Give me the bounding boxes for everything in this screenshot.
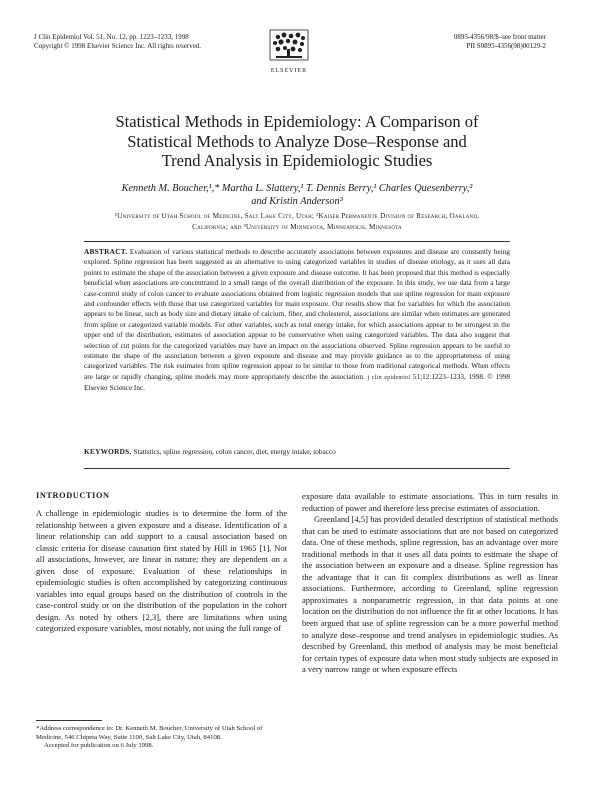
title-line-2: Statistical Methods to Analyze Dose–Response and — [127, 131, 467, 151]
intro-paragraph-1-continued: exposure data available to estimate associations. This in turn results in reduction of power and therefore less precise estimates of association. — [302, 491, 558, 513]
title-line-3: Trend Analysis in Epidemiologic Studies — [161, 151, 433, 170]
keywords-text: Statistics, spline regression, colon cancer, diet, energy intake, tobacco — [131, 448, 336, 456]
author-list — [40, 182, 554, 208]
abstract-bottom-rule — [84, 468, 510, 469]
affiliations-line-1: ¹University of Utah School of Medicine, Salt Lake City, Utah; ²Kaiser Permanente Division of Research, Oakland, — [114, 212, 480, 220]
correspondence-note: *Address correspondence to: Dr. Kenneth M. Boucher, University of Utah School of Medicine, 546 Chipeta Way, Suite 1100, Salt Lake City, Utah, 84108. — [36, 725, 263, 741]
keywords — [84, 447, 510, 457]
affiliations-line-2: California; and ³University of Minnesota, Minneapolis, Minnesota — [192, 223, 402, 231]
intro-paragraph-1: A challenge in epidemiologic studies is to determine the form of the relationship between a given exposure and a disease. Identification of a linear relationship can add support to a causal association based on classic criteria for disease causation first stated by Hill in 1965 [1]. Not all associations, however, are linear in nature; they are dependent on a given dose of exposure. Evaluation of these relationships in epidemiologic studies is often accomplished by categorizing continuous variables into equal groups based on the distribution of controls in the case-control study or on the distribution of the population in the cohort design. As noted by others [2,3], there are limitations when using categorized exposure variables, most notably, not using the full range of — [36, 508, 287, 634]
publisher-logo-text: ELSEVIER — [270, 68, 308, 74]
pii-line: PII S0895-4356(98)00129-2 — [466, 42, 546, 50]
abstract-citation-rest: 51;12:1223–1233, 1998. © 1998 Elsevier Science Inc. — [84, 372, 511, 393]
issn-header — [454, 33, 546, 51]
issn-line: 0895-4356/98/$–see front matter — [453, 33, 546, 41]
abstract-top-rule — [84, 241, 510, 242]
right-column-body — [302, 491, 558, 676]
authors-line-2: and Kristin Anderson³ — [251, 196, 343, 207]
abstract — [84, 247, 510, 394]
copyright-line: Copyright © 1998 Elsevier Science Inc. All rights reserved. — [34, 42, 202, 50]
journal-citation-header — [34, 33, 201, 51]
footnote-rule — [36, 720, 102, 721]
left-column-body — [36, 508, 287, 635]
elsevier-tree-emblem-icon — [264, 29, 314, 67]
abstract-text: Evaluation of various statistical methods to describe accurately associations between exposures and disease are constantly being explored. Spline regression has been suggested as an alternative to using categorized variables in studies of disease etiology, as it uses all data points to estimate the shape of the association between a given exposure and disease outcome. It has been proposed that this method is especially beneficial when associations are concentrated in a small range of the overall distribution of the exposure. In this study, we use data from a large case-control study of colon cancer to evaluate associations obtained from logistic regression models that use spline regression for main exposure and confounder effects with those that use categorized variables for main exposure. Our results show that for variables for which the association appears to be linear, such as body size and dietary intake of calcium, fiber, and cholesterol, associations are similar when estimates are generated from spline or categorized variable models. For other variables, such as total energy intake, for which associations appear to be strongest in the upper end of the distribution, estimates of association appear to be conservative when using categorized variables. The data also suggest that selection of cut points for the categorized variables may have an impact on the associations observed. Spline regression appears to be useful to estimate the shape of the association between a given exposure and disease and may provide guidance as to the appropriateness of using categorized variables. The risk estimates from spline regression appear to be similar to those from traditional categorical methods. When effects are large or rapidly changing, spline models may more appropriately describe the association. — [84, 248, 510, 381]
intro-paragraph-2: Greenland [4,5] has provided detailed description of statistical methods that can be used to estimate associations that are not based on categorized data. One of these methods, spline regression, has an advantage over more traditional methods in that it uses all data points to estimate the shape of the association between an exposure and a disease. Spline regression has the advantage that it can fit complex distributions as well as linear associations. Furthermore, according to Greenland, spline regression approximates a nonparametric regression, in that data points at one location on the distribution do not influence the fit at other locations. It has been argued that use of spline regression can be a more powerful method to analyze dose–response and trend analyses in epidemiologic studies. As described by Greenland, this method of analysis may be most beneficial for certain types of exposure data when most study subjects are exposed in a very narrow range or when exposure effects — [302, 514, 558, 675]
affiliations — [36, 211, 558, 233]
authors-line-1: Kenneth M. Boucher,¹,* Martha L. Slattery,¹ T. Dennis Berry,¹ Charles Quesenberry,² — [121, 183, 473, 194]
publisher-logo — [264, 29, 314, 74]
accepted-note: Accepted for publication on 6 July 1998. — [44, 742, 154, 750]
abstract-label: ABSTRACT. — [84, 248, 128, 256]
section-heading-introduction: INTRODUCTION — [36, 491, 110, 500]
article-title — [40, 112, 554, 171]
footnote — [36, 725, 287, 751]
keywords-label: KEYWORDS. — [84, 448, 132, 456]
abstract-citation-journal: j clin epidemiol — [367, 374, 411, 381]
journal-line: J Clin Epidemiol Vol. 51, No. 12, pp. 1223–1233, 1998 — [34, 33, 189, 41]
title-line-1: Statistical Methods in Epidemiology: A Comparison of — [115, 112, 479, 131]
